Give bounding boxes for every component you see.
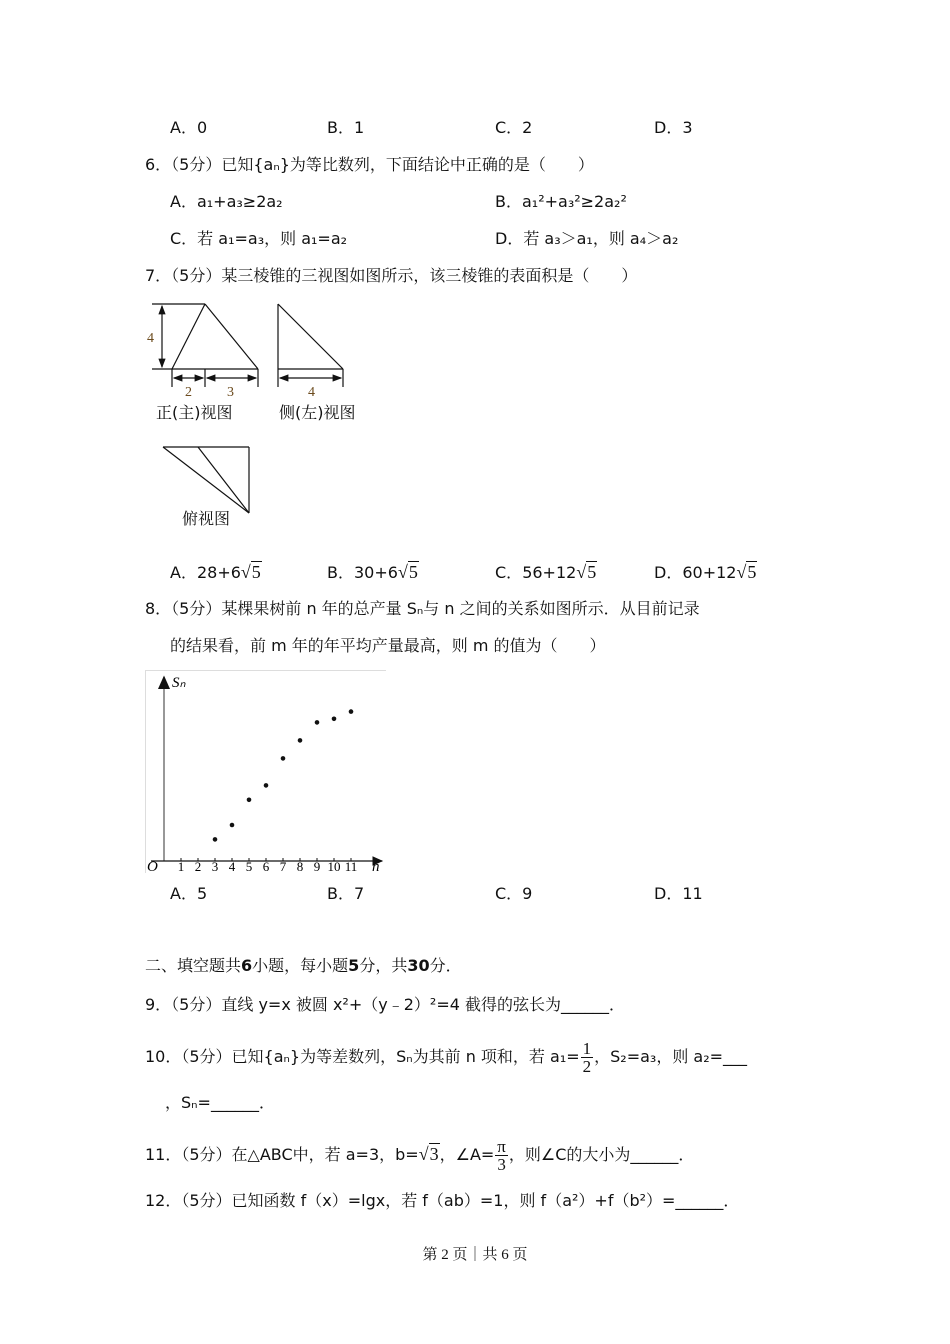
- data-point: [315, 720, 320, 725]
- x-tick-label: 1: [177, 859, 185, 873]
- option-a: A．28+6√5: [170, 562, 261, 582]
- option-b: B．a₁²+a₃²≥2a₂²: [495, 192, 627, 211]
- sn-scatter-chart: [145, 670, 386, 873]
- option-b: B．30+6√5: [327, 562, 418, 582]
- option-a: A．a₁+a₃≥2a₂: [170, 192, 283, 211]
- question-7-stem: 7．（5分）某三棱锥的三视图如图所示，该三棱锥的表面积是（ ）: [145, 266, 638, 285]
- data-point: [264, 783, 269, 788]
- three-view-figure: [140, 290, 380, 540]
- x-tick-label: 3: [211, 859, 219, 873]
- top-view: [163, 447, 249, 513]
- x-axis-label: n: [372, 859, 380, 873]
- option-d: D．3: [654, 118, 693, 137]
- top-view-caption: 俯视图: [182, 509, 231, 528]
- question-10-cont: ，Sₙ=______．: [165, 1093, 275, 1112]
- data-point: [247, 798, 252, 803]
- question-9: 9．（5分）直线 y=x 被圆 x²+（y﹣2）²=4 截得的弦长为______．: [145, 995, 625, 1014]
- x-tick-label: 9: [313, 859, 321, 873]
- x-tick-label: 4: [228, 859, 236, 873]
- base-left-label: 2: [185, 385, 192, 400]
- option-d: D．若 a₃＞a₁，则 a₄＞a₂: [495, 229, 679, 248]
- option-b: B．7: [327, 884, 365, 903]
- x-tick-label: 7: [279, 859, 287, 873]
- side-view-caption: 侧(左)视图: [279, 403, 356, 422]
- x-tick-label: 5: [245, 859, 253, 873]
- question-6-stem: 6．（5分）已知{aₙ}为等比数列，下面结论中正确的是（ ）: [145, 155, 594, 174]
- data-point: [213, 837, 218, 842]
- page-footer: 第 2 页｜共 6 页: [422, 1247, 528, 1263]
- option-c: C．56+12√5: [495, 562, 597, 582]
- option-c: C．若 a₁=a₃，则 a₁=a₂: [170, 229, 348, 248]
- data-point: [298, 738, 303, 743]
- front-view-caption: 正(主)视图: [156, 403, 233, 422]
- option-a: A．5: [170, 884, 208, 903]
- data-point: [281, 756, 286, 761]
- fraction: $\frac{1}{2}$: [582, 1039, 592, 1076]
- origin-label: O: [147, 859, 158, 873]
- x-tick-label: 10: [327, 859, 341, 873]
- data-point: [230, 823, 235, 828]
- question-11: 11．（5分）在△ABC中，若 a=3，b=√3，∠A= $\frac{\pi}{3}$ ，则∠C的大小为______．: [145, 1137, 695, 1174]
- option-b: B．1: [327, 118, 365, 137]
- question-12: 12．（5分）已知函数 f（x）=lgx，若 f（ab）=1，则 f（a²）+f（b²）=______．: [145, 1191, 740, 1210]
- x-tick-label: 8: [296, 859, 304, 873]
- side-base-label: 4: [308, 385, 315, 400]
- x-tick-label: 6: [262, 859, 270, 873]
- section-2-heading: 二、填空题共6小题，每小题5分，共30分．: [145, 956, 462, 975]
- data-point: [332, 717, 337, 722]
- question-8-stem: 8．（5分）某棵果树前 n 年的总产量 Sₙ与 n 之间的关系如图所示．从目前记录: [145, 599, 700, 618]
- front-view: [152, 304, 258, 387]
- x-tick-label: 11: [344, 859, 358, 873]
- option-d: D．11: [654, 884, 703, 903]
- fraction: $\frac{\pi}{3}$: [497, 1137, 506, 1174]
- question-8-stem-cont: 的结果看，前 m 年的年平均产量最高，则 m 的值为（ ）: [170, 636, 606, 655]
- height-label: 4: [147, 331, 154, 346]
- x-tick-label: 2: [194, 859, 202, 873]
- y-axis-label: Sₙ: [172, 675, 186, 691]
- option-c: C．9: [495, 884, 533, 903]
- base-right-label: 3: [227, 385, 234, 400]
- side-view: [278, 304, 343, 387]
- data-point: [349, 709, 354, 714]
- option-c: C．2: [495, 118, 533, 137]
- question-10: 10．（5分）已知{aₙ}为等差数列，Sₙ为其前 n 项和，若 a₁= $\frac{1}{2}$ ，S₂=a₃，则 a₂=___: [145, 1039, 748, 1076]
- option-a: A．0: [170, 118, 208, 137]
- option-d: D．60+12√5: [654, 562, 757, 582]
